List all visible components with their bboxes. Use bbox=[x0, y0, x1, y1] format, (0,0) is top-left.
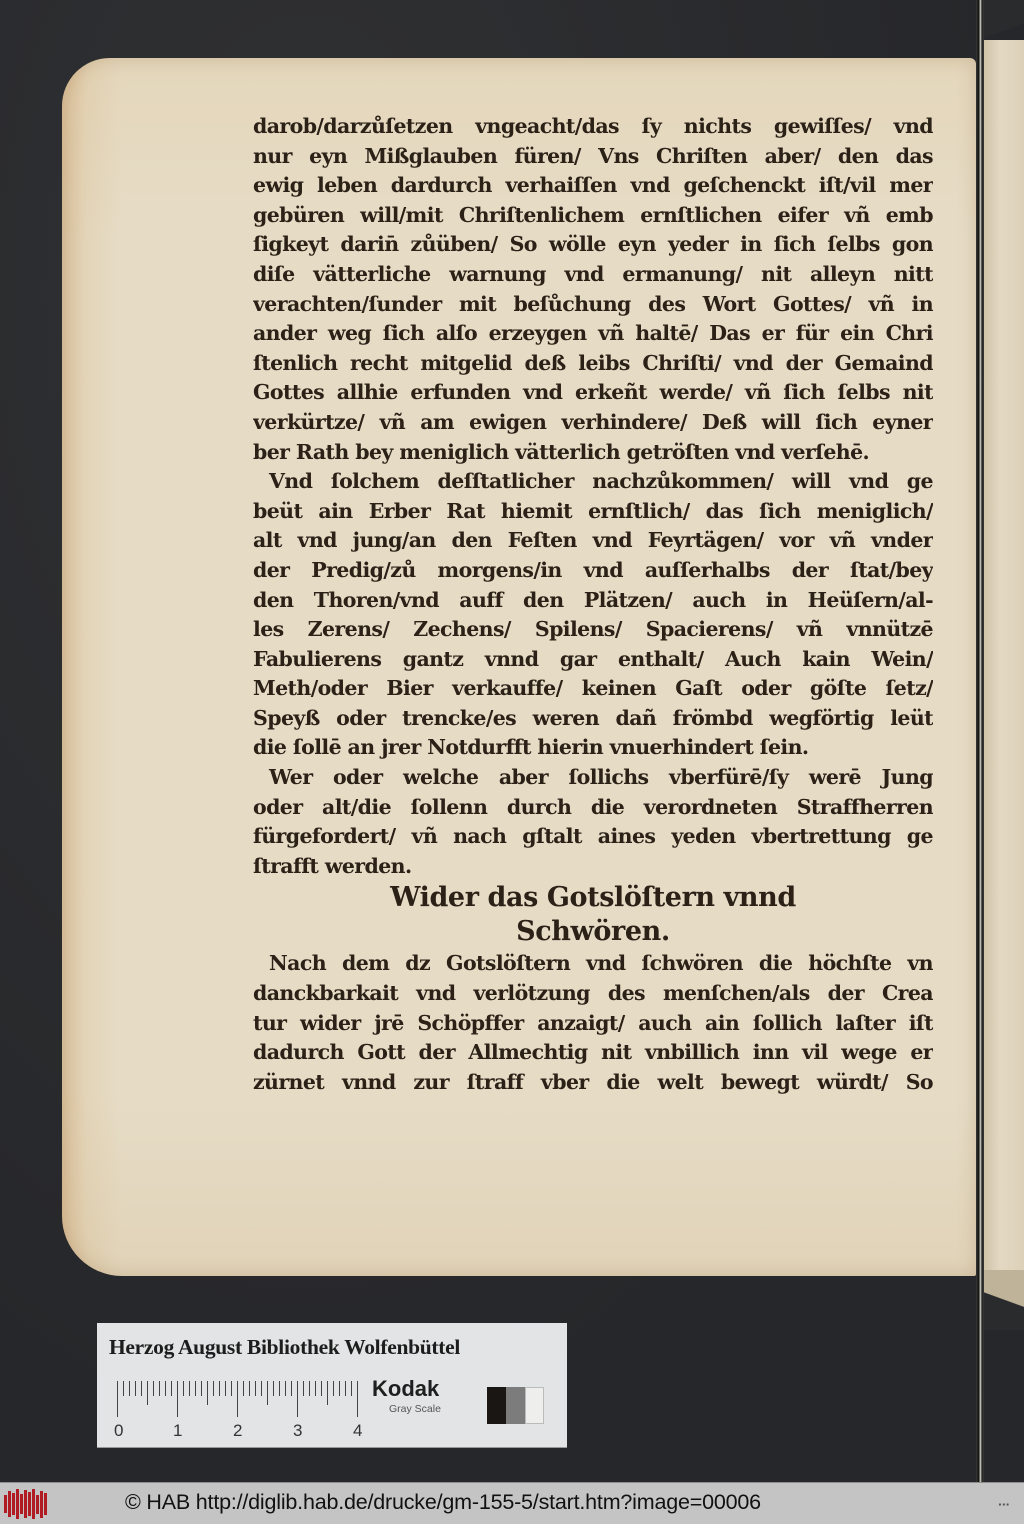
text-line: verkürtze/ vñ am ewigen verhindere/ Deß will ſich eyner bbox=[253, 409, 933, 434]
ruler-tick bbox=[159, 1381, 160, 1396]
text-line: nur eyn Mißglauben füren/ Vns Chriſten aber/ den das bbox=[253, 143, 933, 168]
text-line: verachten/ſunder mit beſůchung des Wort Gottes/ vñ in bbox=[253, 291, 933, 316]
ruler-tick bbox=[147, 1381, 148, 1405]
scale-ruler bbox=[117, 1381, 367, 1421]
text-line: zürnet vnnd zur ſtraff vber die welt bewegt würdt/ So bbox=[253, 1069, 933, 1094]
ruler-tick bbox=[273, 1381, 274, 1396]
adjacent-page-shadow bbox=[984, 0, 1024, 60]
ruler-tick bbox=[267, 1381, 268, 1405]
ruler-number: 2 bbox=[233, 1421, 243, 1440]
text-line: den Thoren/vnd auff den Plätzen/ auch in Heüſern/al- bbox=[253, 587, 933, 612]
footer-marker-icon: ▪▪▪ bbox=[998, 1500, 1010, 1509]
library-color-card bbox=[97, 1323, 567, 1447]
ruler-tick bbox=[279, 1381, 280, 1396]
ruler-tick bbox=[327, 1381, 328, 1405]
logo-bar bbox=[44, 1493, 47, 1515]
ruler-tick bbox=[117, 1381, 118, 1417]
kodak-logo: Kodak bbox=[372, 1376, 440, 1401]
text-line: ſigkeyt darin̄ zůüben/ So wölle eyn yeder in ſich ſelbs gon bbox=[253, 232, 933, 257]
text-line: alt vnd jung/an den Feſten vnd Feyrtägen/ vor vñ vnder bbox=[253, 528, 933, 553]
ruler-tick bbox=[231, 1381, 232, 1396]
ruler-tick bbox=[333, 1381, 334, 1396]
text-line: danckbarkait vnd verlötzung des menſchen/als der Crea bbox=[253, 981, 933, 1006]
ruler-tick bbox=[285, 1381, 286, 1396]
text-line: ewig leben dardurch verhaiſſen vnd geſchenckt iſt/vil mer bbox=[253, 173, 933, 198]
text-line: die ſollē an jrer Notdurfft hierin vnuerhindert ſein. bbox=[253, 735, 809, 760]
ruler-number: 3 bbox=[293, 1421, 303, 1440]
text-line: tur wider jrē Schöpffer anzaigt/ auch ain ſollich laſter iſt bbox=[253, 1010, 933, 1035]
text-line: ſtrafft werden. bbox=[253, 853, 412, 878]
section-heading: Schwören. bbox=[516, 916, 670, 948]
gray-swatches bbox=[487, 1387, 549, 1424]
text-line: Fabulierens gantz vnnd gar enthalt/ Auch kain Wein/ bbox=[253, 646, 933, 671]
footer-bar bbox=[0, 1482, 1024, 1524]
ruler-number: 1 bbox=[173, 1421, 183, 1440]
logo-bar bbox=[36, 1495, 39, 1514]
hab-barcode-logo-icon bbox=[4, 1489, 48, 1519]
text-line: darob/darzůſetzen vngeacht/das ſy nichts gewiſſes/ vnd bbox=[253, 114, 933, 138]
logo-bar bbox=[8, 1491, 11, 1517]
ruler-tick bbox=[339, 1381, 340, 1396]
ruler-tick bbox=[219, 1381, 220, 1396]
adjacent-page-shadow bbox=[984, 1270, 1024, 1330]
ruler-number: 0 bbox=[114, 1421, 124, 1440]
ruler-tick bbox=[225, 1381, 226, 1396]
ruler-tick bbox=[309, 1381, 310, 1396]
text-line: beüt ain Erber Rat hiemit ernſtlich/ das ſich meniglich/ bbox=[253, 498, 933, 523]
ruler-tick bbox=[297, 1381, 298, 1417]
text-line: der Predig/zů morgens/in vnd auſſerhalbs der ſtat/bey bbox=[253, 557, 933, 582]
ruler-tick bbox=[321, 1381, 322, 1396]
paragraph-start: Vnd ſolchem deſſtatlicher nachzůkommen/ will vnd ge bbox=[269, 469, 933, 494]
adjacent-page-edge bbox=[984, 40, 1024, 1280]
text-line: dadurch Gott der Allmechtig nit vnbillich inn vil wege er bbox=[253, 1040, 933, 1065]
swatch-black bbox=[487, 1387, 506, 1424]
page-text bbox=[253, 112, 933, 1097]
ruler-tick bbox=[315, 1381, 316, 1396]
text-line: oder alt/die ſollenn durch die verordneten Straffherren bbox=[253, 794, 933, 819]
ruler-number: 4 bbox=[353, 1421, 363, 1440]
ruler-tick bbox=[183, 1381, 184, 1396]
library-name: Herzog August Bibliothek Wolfenbüttel bbox=[109, 1335, 461, 1359]
ruler-tick bbox=[201, 1381, 202, 1396]
copyright-link[interactable]: © HAB http://diglib.hab.de/drucke/gm-155-5/start.htm?image=00006 bbox=[125, 1490, 761, 1514]
ruler-tick bbox=[129, 1381, 130, 1396]
ruler-tick bbox=[243, 1381, 244, 1396]
ruler-tick bbox=[189, 1381, 190, 1396]
text-line: ber Rath bey meniglich vätterlich getröſten vnd verſehē. bbox=[253, 439, 870, 464]
book-gutter bbox=[976, 0, 984, 1482]
ruler-tick bbox=[351, 1381, 352, 1396]
ruler-tick bbox=[249, 1381, 250, 1396]
ruler-tick bbox=[135, 1381, 136, 1396]
ruler-tick bbox=[213, 1381, 214, 1396]
ruler-tick bbox=[207, 1381, 208, 1405]
ruler-tick bbox=[123, 1381, 124, 1396]
ruler-tick bbox=[345, 1381, 346, 1396]
text-line: Gottes allhie erfunden vnd erkeñt werde/ vñ ſich ſelbs nit bbox=[253, 380, 933, 405]
logo-bar bbox=[4, 1495, 7, 1513]
ruler-tick bbox=[357, 1381, 358, 1417]
logo-bar bbox=[20, 1494, 23, 1514]
logo-bar bbox=[12, 1493, 15, 1515]
paragraph-start: Wer oder welche aber ſollichs vberfürē/ſy werē Jung bbox=[269, 765, 933, 790]
logo-bar bbox=[40, 1491, 43, 1518]
ruler-tick bbox=[291, 1381, 292, 1396]
swatch-white bbox=[525, 1387, 544, 1424]
paragraph-start: Nach dem dz Gotslöſtern vnd ſchwören die höchſte vn bbox=[269, 951, 933, 976]
logo-bar bbox=[24, 1490, 27, 1518]
gray-scale-label: Gray Scale bbox=[389, 1403, 441, 1415]
ruler-tick bbox=[261, 1381, 262, 1396]
logo-bar bbox=[32, 1489, 35, 1519]
text-line: fürgefordert/ vñ nach gſtalt aines yeden vbertrettung ge bbox=[253, 824, 933, 849]
ruler-tick bbox=[153, 1381, 154, 1396]
swatch-gray bbox=[506, 1387, 525, 1424]
ruler-tick bbox=[171, 1381, 172, 1396]
ruler-tick bbox=[177, 1381, 178, 1417]
ruler-tick bbox=[165, 1381, 166, 1396]
text-line: ander weg ſich alſo erzeygen vñ haltē/ Das er für ein Chri bbox=[253, 321, 933, 346]
ruler-tick bbox=[303, 1381, 304, 1396]
ruler-tick bbox=[237, 1381, 238, 1417]
logo-bar bbox=[28, 1492, 31, 1516]
ruler-tick bbox=[141, 1381, 142, 1396]
text-line: Meth/oder Bier verkauffe/ keinen Gaſt oder göſte ſetz/ bbox=[253, 676, 933, 701]
text-line: ſtenlich recht mitgelid deß leibs Chriſti/ vnd der Gemaind bbox=[253, 350, 933, 375]
section-heading: Wider das Gotslöſtern vnnd bbox=[390, 882, 796, 914]
ruler-tick bbox=[255, 1381, 256, 1396]
logo-bar bbox=[16, 1489, 19, 1519]
text-line: Speyß oder trencke/es weren dañ frömbd wegförtig leüt bbox=[253, 705, 933, 730]
ruler-tick bbox=[195, 1381, 196, 1396]
text-line: les Zerens/ Zechens/ Spilens/ Spacierens/ vñ vnnützē bbox=[253, 617, 933, 642]
text-line: diſe vätterliche warnung vnd ermanung/ nit alleyn nitt bbox=[253, 261, 933, 286]
text-line: gebüren will/mit Chriſtenlichem ernſtlichen eifer vñ emb bbox=[253, 202, 933, 227]
